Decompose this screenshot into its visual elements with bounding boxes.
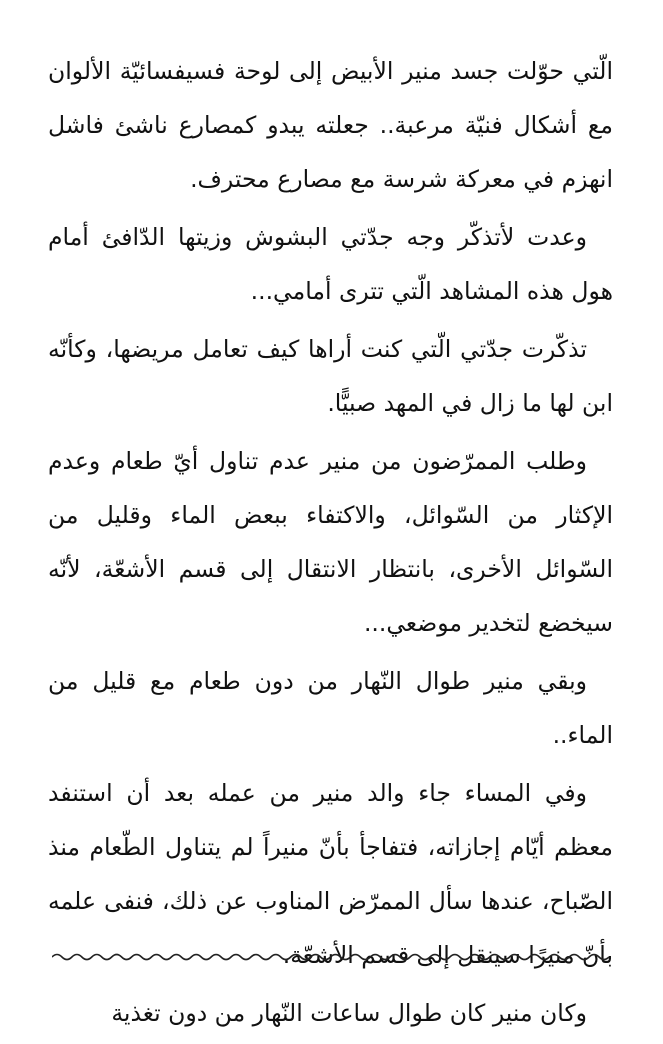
paragraph-5: وبقي منير طوال النّهار من دون طعام مع قليل من الماء..	[48, 667, 613, 749]
paragraph-3: تذكّرت جدّتي الّتي كنت أراها كيف تعامل مريضها، وكأنّه ابن لها ما زال في المهد صبيًّا.	[48, 335, 613, 417]
wavy-line-icon	[52, 950, 609, 964]
page-body	[48, 44, 613, 1044]
paragraph-1: الّتي حوّلت جسد منير الأبيض إلى لوحة فسيفسائيّة الألوان مع أشكال فنيّة مرعبة.. جعلته يبدو كمصارع ناشئ فاشل انهزم في معركة شرسة مع مصارع محترف.	[48, 57, 613, 193]
paragraph-4: وطلب الممرّضون من منير عدم تناول أيّ طعام وعدم الإكثار من السّوائل، والاكتفاء ببعض الماء وقليل من السّوائل الأخرى، بانتظار الانتقال إلى قسم الأشعّة، لأنّه سيخضع لتخدير موضعي...	[48, 447, 613, 637]
paragraph-2: وعدت لأتذكّر وجه جدّتي البشوش وزيتها الدّافئ أمام هول هذه المشاهد الّتي تترى أمامي...	[48, 223, 613, 305]
wavy-divider	[52, 950, 609, 964]
paragraph-6: وفي المساء جاء والد منير من عمله بعد أن استنفد معظم أيّام إجازاته، فتفاجأ بأنّ منيراً لم يتناول الطّعام منذ الصّباح، عندها سأل الممرّض المناوب عن ذلك، فنفى علمه بأنّ منيرًا سينقل إلى قسم الأشعّة.	[48, 779, 613, 969]
paragraph-7: وكان منير كان طوال ساعات النّهار من دون تغذية	[111, 999, 587, 1027]
